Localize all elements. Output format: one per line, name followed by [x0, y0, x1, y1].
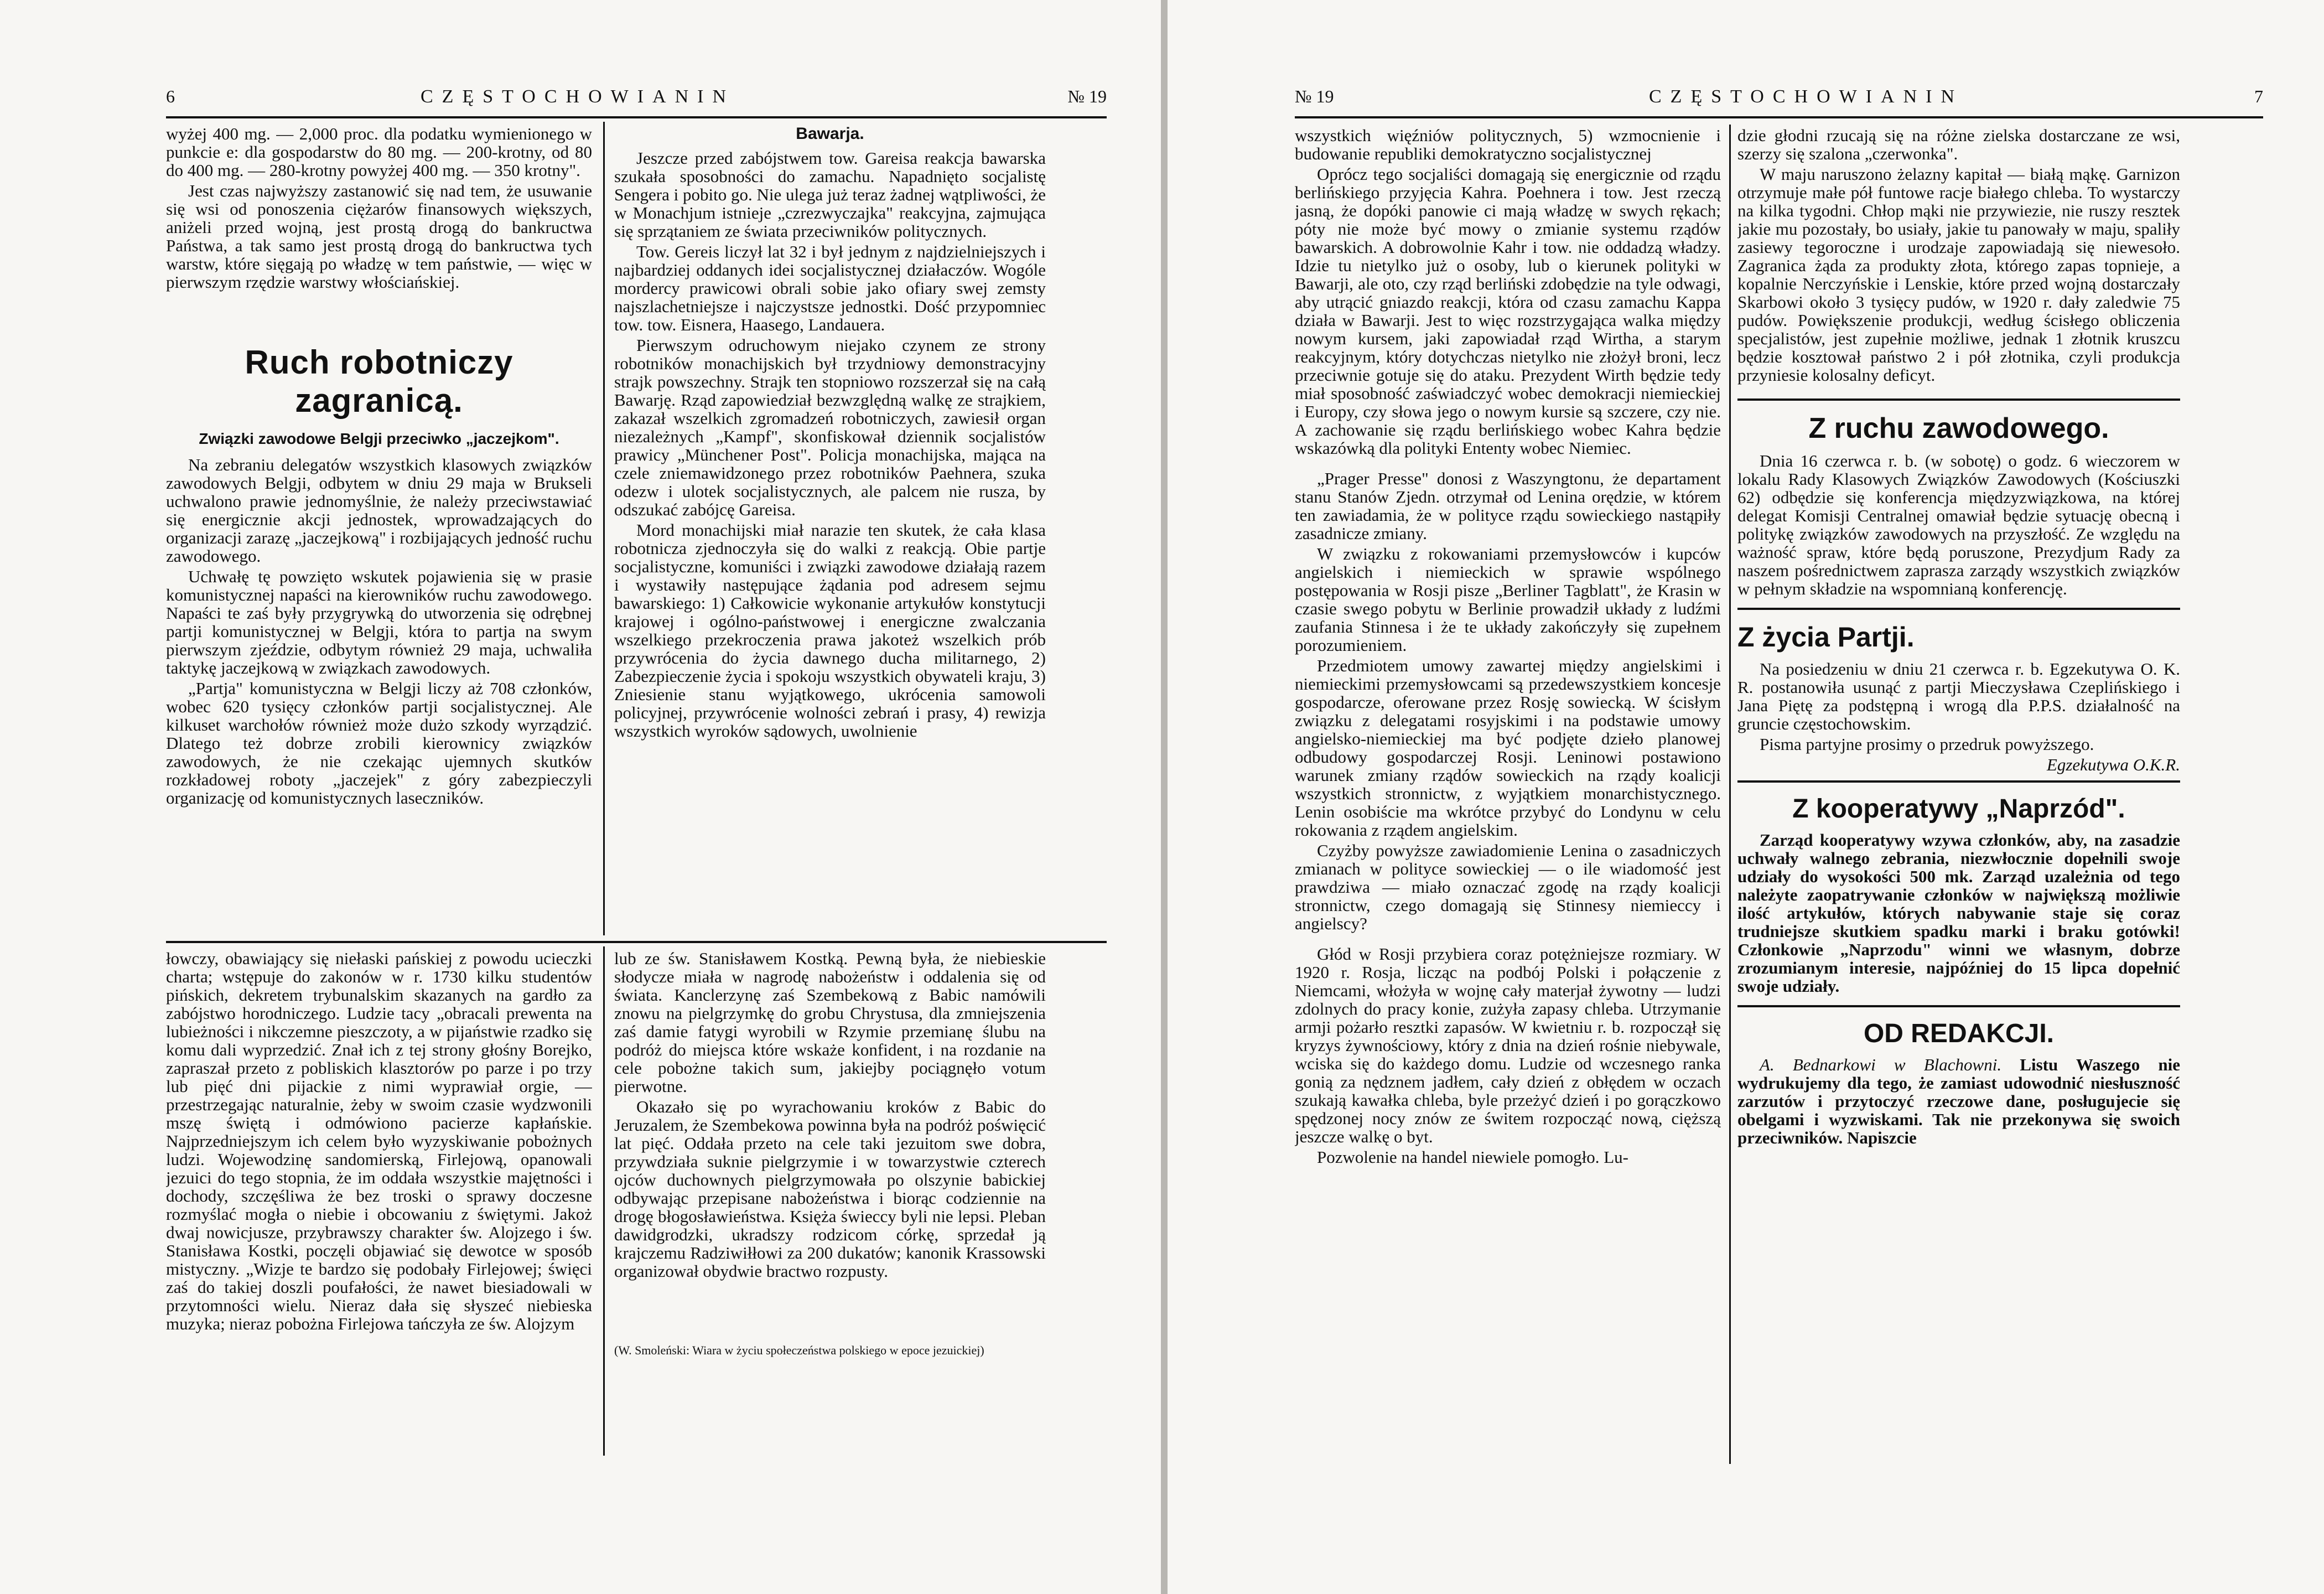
- section-title-od-redakcji: OD REDAKCJI.: [1863, 1019, 2055, 1048]
- section-title-ruch-robotniczy: Ruch robotniczy zagranicą.: [245, 344, 513, 419]
- paragraph: wszystkich więźniów politycznych, 5) wzmocnienie i budowanie republiki demokratyczno socjalistycznej: [1295, 126, 1721, 163]
- paragraph: Tow. Gereis liczył lat 32 i był jednym z najdzielniejszych i najbardziej oddanych idei socjalistycznej działaczów. Wogóle mordercy prawicowi obrali sobie jako ofiary swej zemsty najszlachetniejsze i najczystsze jednostki. Dość przypomniec tow. tow. Eisnera, Haasego, Landauera.: [614, 242, 1046, 334]
- left-page-header: [166, 83, 1107, 118]
- left-middle-rule: [166, 941, 1107, 943]
- paragraph: [1737, 1055, 2180, 1147]
- paragraph: Pierwszym odruchowym niejako czynem ze strony robotników monachijskich był trzydniowy demonstracyjny strajk powszechny. Strajk ten stopniowo rozszerzał się na całą Bawarję. Rząd zapowiedział bezwzględną walkę ze strajkiem, zakazał wszelkich zgromadzeń robotniczych, zawiesił organ niezależnych „Kampf", skonfiskował dziennik socjalistów prawicy „Münchener Post". Policja monachijska, mająca na czele zniemawidzonego przez robotników Paehnera, szuka odezw i ulotek socjalistycznych, ale palcem nie rusza, by odszukać zabójcę Gareisa.: [614, 335, 1046, 519]
- paragraph: Uchwałę tę powzięto wskutek pojawienia się w prasie komunistycznej napaści na kierowników ruchu zawodowego. Napaści te zaś były przygrywką do utworzenia się odrębnej partji komunistycznej w Belgji, która to partja na swym pierwszym zjeździe, odbytym również 29 maja, uchwaliła taktykę jaczejkową w związkach zawodowych.: [166, 567, 592, 677]
- left-col2-bottom: [614, 949, 1046, 1458]
- paragraph: Oprócz tego socjaliści domagają się energicznie od rządu berlińskiego przyjęcia Kahra. Poehnera i tow. Jest rzeczą jasną, że dopóki panowie ci mają władzę w swych rękach; póty nie może być mowy o zmianie systemu rządów bawarskich. A dobrowolnie Kahr i tow. nie oddadzą władzy. Idzie tu nietylko już o osoby, lub o kierunek polityki w Bawarji, ale oto, czy rząd berliński zdobędzie na tyle odwagi, aby utrącić gniazdo reakcji, która od czasu zamachu Kappa działa w Bawarji. Jest to więc rozstrzygająca walka między nowym kursem, jaki zapowiadał rząd Wirtha, a starym reakcyjnym, który dotychczas nietylko nie złożył broni, lecz przeciwnie gotuje się do ataku. Prezydent Wirth będzie tedy miał sposobność zaświadczyć wobec demokracji niemieckiej i Europy, czy słowa jego o nowym kursie są szczere, czy nie. A zachowanie się rządu berlińskiego wobec Kahra będzie wskazówką dla polityki Ententy wobec Niemiec.: [1295, 164, 1721, 458]
- left-col1-top: [166, 125, 592, 938]
- paragraph: wyżej 400 mg. — 2,000 proc. dla podatku wymienionego w punkcie e: dla gospodarstw do 80 mg. — 200-krotny, od 80 do 400 mg. — 280-krotny powyżej 400 mg. — 350 krotny".: [166, 125, 592, 180]
- paragraph: Czyżby powyższe zawiadomienie Lenina o zasadniczych zmianach w polityce sowieckiej — o ile wiadomość jest prawdziwa — miało oznaczać zgodę na rządy koalicji stronnictw, czego domagają się Stinnesy niemieccy i angielscy?: [1295, 841, 1721, 933]
- paragraph: Pozwolenie na handel niewiele pomogło. Lu-: [1317, 1147, 1629, 1167]
- right-page: [1168, 0, 2324, 1594]
- left-masthead-title: CZĘSTOCHOWIANIN: [421, 86, 735, 107]
- paragraph: Jest czas najwyższy zastanowić się nad tem, że usuwanie się wsi od ponoszenia ciężarów finansowych większych, aniżeli przed wojną, jest prostą drogą do bankructwa Państwa, a tak samo jest prostą drogą do bankructwa tych warstw, które sięgają po władzę w tem państwie, — więc w pierwszym rzędzie warstwy włościańskiej.: [166, 181, 592, 292]
- signature: Egzekutywa O.K.R.: [2046, 755, 2180, 774]
- right-col2: [1737, 126, 2180, 1466]
- article-subtitle: Związki zawodowe Belgji przeciwko „jaczejkom".: [199, 430, 559, 447]
- section-title-zycie-partji: Z życia Partji.: [1737, 622, 1915, 653]
- paragraph: Przedmiotem umowy zawartej między angielskimi i niemieckimi przemysłowcami są przedewszystkiem koncesje gospodarcze, oferowane przez Rosję sowiecką. W ścisłym związku z delegatami rosyjskimi i na podstawie umowy angielsko-niemieckiej ma być podjęte dzieło planowej odbudowy gospodarczej Rosji. Leninowi postawiono warunek zmiany rządów sowieckich na rządy koalicji wszystkich stronnictw, z wyjątkiem monarchistycznego. Lenin osobiście ma wkrótce przybyć do Londynu w celu rokowania z rządem angielskim.: [1295, 656, 1721, 840]
- paragraph: łowczy, obawiający się niełaski pańskiej z powodu ucieczki charta; wstępuje do zakonów w r. 1730 kilku studentów pińskich, dekretem trybunalskim skazanych na gardło za zabójstwo horodniczego. Ludzie tacy „obracali prewenta na lubieżności i nikczemne pieszczoty, a w pijaństwie rzadko się komu dali wyprzedzić. Znał ich z tej strony głośny Borejko, zapraszał przeto z pobliskich klasztorów po parze i po trzy lub pięć dni pijackie z nimi wyprawiał orgie, — przestrzegając naturalnie, żeby w swoim czasie wydzwonili mszę świętą i odmówiono pacierze kapłańskie. Najprzedniejszym ich celem było wyzyskiwanie pobożnych ludzi. Wojewodzinę sandomierską, Firlejową, opanowali jezuici do tego stopnia, że im oddała wszystkie majętności i dochody, szczęśliwa że bez troski o sprawy doczesne rozmyślać mogła o niebie i obcowaniu z świętymi. Jakoż dwaj nowicjusze, przybrawszy charakter św. Alojzego i św. Stanisława Kostki, poczęli objawiać się dewotce w sposób mistyczny. „Wizje te bardzo się podobały Firlejowej; święci zaś do takiej doszli poufałości, że nawet biesiadowali w przytomności wielu. Nieraz dała się słyszeć niebieska muzyka; nieraz pobożna Firlejowa tańczyła ze św. Alojzym: [166, 949, 592, 1333]
- paragraph: „Prager Presse" donosi z Waszyngtonu, że departament stanu Stanów Zjedn. otrzymał od Lenina orędzie, w którem ten zawiadamia, że w polityce rządu sowieckiego nastąpiły zasadnicze zmiany.: [1295, 469, 1721, 543]
- paragraph: W związku z rokowaniami przemysłowców i kupców angielskich i niemieckich w sprawie wspólnego postępowania w Rosji pisze „Berliner Tagblatt", że Krasin w czasie swego pobytu w Berlinie prowadził układy z ludźmi zaufania Stinnesa i że te układy zakończyły się zupełnem porozumieniem.: [1295, 544, 1721, 655]
- right-page-number: 7: [2254, 86, 2263, 106]
- left-page-number: 6: [166, 86, 175, 106]
- paragraph: Na zebraniu delegatów wszystkich klasowych związków zawodowych Belgji, odbytem w dniu 29 maja w Brukseli uchwalono prawie jednomyślnie, że należy przeciwstawiać się energicznie akcji jednostek, wprowadzających do organizacji zarazę „jaczejkową" i rozbijających jedność ruchu zawodowego.: [166, 455, 592, 566]
- paragraph: Mord monachijski miał narazie ten skutek, że cała klasa robotnicza zjednoczyła się do walki z reakcją. Obie partje socjalistyczne, komuniści i związki zawodowe działają razem i wystawiły następujące żądania pod adresem sejmu bawarskiego: 1) Całkowicie wykonanie artykułów konstytucji krajowej i ogólno-państwowej i energiczne zwalczania wszelkiego przekroczenia prawa jakoteż wszelkich prób przywrócenia do życia dawnego ducha militarnego, 2) Zabezpieczenie życia i spokoju wszystkich obywateli kraju, 3) Zniesienie stanu wyjątkowego, ukrócenia samowoli policyjnej, przywrócenie wolności zebrań i prasy, 4) rewizja wszystkich wyroków sądowych, uwolnienie: [614, 520, 1046, 741]
- paragraph: Głód w Rosji przybiera coraz potężniejsze rozmiary. W 1920 r. Rosja, licząc na podbój Polski i połączenie z Niemcami, włożyła w wojnę cały materjał żywotny — ludzi zdolnych do pracy konie, zużyła zapasy chleba. Utrzymanie armji pożarło resztki zapasów. W kwietniu r. b. rozpoczął się kryzys żywnościowy, który z dnia na dzień rośnie niebywale, wciska się do każdego domu. Ludzie od wczesnego ranka gonią za nędznem jadłem, cały dzień z obłędem w oczach szukają kawałka chleba, byle przeżyć dzień i po gorączkowo spędzonej nocy znów ze świtem rozpocząć nową, cięższą jeszcze walkę o byt.: [1295, 944, 1721, 1146]
- left-column-divider-bottom: [603, 946, 605, 1456]
- footnote-source: (W. Smoleński: Wiara w życiu społeczeństwa polskiego w epoce jezuickiej): [614, 1343, 984, 1357]
- paragraph: Na posiedzeniu w dniu 21 czerwca r. b. Egzekutywa O. K. R. postanowiła usunąć z partji Mieczysława Czeplińskiego i Jana Piętę za podstępną i wrogą dla P.P.S. działalność na gruncie częstochowskim.: [1737, 659, 2180, 733]
- left-col2-top: [614, 125, 1046, 938]
- editorial-reply: Listu Waszego nie wydrukujemy dla tego, że zamiast udowodnić niesłuszność zarzutów i przytoczyć rzeczowe dane, posługujecie się obelgami i wyzwiskami. Tak nie przekonywa się swoich przeciwników. Napiszcie: [1737, 1055, 2180, 1147]
- paragraph: „Partja" komunistyczna w Belgji liczy aż 708 członków, wobec 620 tysięcy członków partji socjalistycznej. Ale kilkuset warchołów również może dużo szkody wyrządzić. Dlatego też dobrze zrobili kierownicy związków zawodowych, że nie czekając ujemnych skutków rozkładowej roboty „jaczejek" z góry zabezpieczyli organizację od komunistycznych laseczników.: [166, 679, 592, 808]
- paragraph: lub ze św. Stanisławem Kostką. Pewną była, że niebieskie słodycze miała w nagrodę nabożeństw i oddalenia się od świata. Kanclerzynę zaś Szembekową z Babic namówili znowu na pielgrzymkę do grobu Chrystusa, dla zmniejszenia zaś damie fatygi wyrobili w Rzymie przemianę ślubu na podróż do miejsca które wskaże konfident, i na rozdanie na cele pobożne takich sum, jakiejby pociągnęło votum pierwotne.: [614, 949, 1046, 1096]
- paragraph: W maju naruszono żelazny kapitał — białą mąkę. Garnizon otrzymuje małe pół funtowe racje białego chleba. To wystarczy na kilka tygodni. Chłop mąki nie przywiezie, nie ruszy resztek jakie mu pozostały, bo usiały, jakie tu panowały w maju, spaliły zasiewy tegoroczne i urodzaje zapowiadają się niewesoło. Zagranica żąda za produkty złota, którego zapas topnieje, a kopalnie Nerczyńskie i Lenskie, które przed wojną dostarczały Skarbowi około 3 tysięcy pudów, w 1920 r. dały zaledwie 75 pudów. Powiększenie produkcji, według ścisłego obliczenia specjalistów, jest zupełnie możliwe, jednak 1 złotnik kruszcu będzie kosztował państwo 2 i pół złotnika, czyli produkcja przyniesie kolosalny deficyt.: [1737, 164, 2180, 385]
- section-title-ruch-zawodowy: Z ruchu zawodowego.: [1808, 412, 2109, 444]
- article-title-bawarja: Bawarja.: [796, 125, 864, 143]
- paragraph: Jeszcze przed zabójstwem tow. Gareisa reakcja bawarska szukała sposobności do zamachu. Napadnięto socjalistę Sengera i pobito go. Nie ulega już teraz żadnej wątpliwości, że w Monachjum istnieje „czrezwyczajka" reakcyjna, zajmująca się sprzątaniem ze świata przeciwników politycznych.: [614, 148, 1046, 241]
- paragraph: Pisma partyjne prosimy o przedruk powyższego.: [1760, 734, 2094, 754]
- right-issue-number: № 19: [1295, 86, 1334, 106]
- right-page-header: [1295, 83, 2263, 118]
- right-column-divider: [1729, 125, 1731, 1464]
- addressee: A. Bednarkowi w Blachowni.: [1760, 1055, 2002, 1074]
- section-title-kooperatywa: Z kooperatywy „Naprzód".: [1792, 794, 2125, 824]
- page-fold: [1161, 0, 1168, 1594]
- paragraph: Okazało się po wyrachowaniu kroków z Babic do Jeruzalem, że Szembekowa powinna była na podróż poświęcić lat pięć. Oddała przeto na cele taki jezuitom swe dobra, przywdziała suknie pielgrzymie i w towarzystwie czterech ojców duchownych pielgrzymowała po olszynie babickiej odbywając przepisane nabożeństwa i biorąc codziennie na drogę błogosławieństwa. Księża świeccy byli nie lepsi. Pleban dawidgrodzki, ukradszy rodzicom córkę, sprzedał ją krajczemu Radziwiłłowi za 200 dukatów; kanonik Krassowski organizował obydwie bractwo rozpusty.: [614, 1097, 1046, 1281]
- left-issue-number: № 19: [1067, 86, 1107, 106]
- left-column-divider-top: [603, 122, 605, 935]
- right-masthead-title: CZĘSTOCHOWIANIN: [1649, 86, 1964, 107]
- paragraph: Zarząd kooperatywy wzywa członków, aby, na zasadzie uchwały walnego zebrania, niezwłocznie dopełnili swoje udziały do wysokości 500 mk. Zarząd uzależnia od tego należyte zaopatrywanie członków w największą możliwie ilość artykułów, których nabywanie staje się coraz trudniejsze skutkiem spadku marki i braku gotówki! Członkowie „Naprzodu" winni we własnym, dobrze zrozumianym interesie, najpóźniej do 15 lipca dopełnić swoje udziały.: [1737, 830, 2180, 996]
- paragraph: Dnia 16 czerwca r. b. (w sobotę) o godz. 6 wieczorem w lokalu Rady Klasowych Związków Zawodowych (Kościuszki 62) odbędzie się konferencja międzyzwiązkowa, na której delegat Komisji Centralnej omawiał będzie sytuację obecną i politykę związków zawodowych na przyszłość. Ze względu na ważność spraw, które będą poruszone, Prezydjum Rady za naszem pośrednictwem zaprasza zarządy wszystkich związków w pełnym składzie na wspomnianą konferencję.: [1737, 451, 2180, 598]
- left-page: [0, 0, 1161, 1594]
- right-col1: [1295, 126, 1721, 1466]
- paragraph: dzie głodni rzucają się na różne zielska dostarczane ze wsi, szerzy się szalona „czerwonka".: [1737, 126, 2180, 163]
- left-col1-bottom: [166, 949, 592, 1458]
